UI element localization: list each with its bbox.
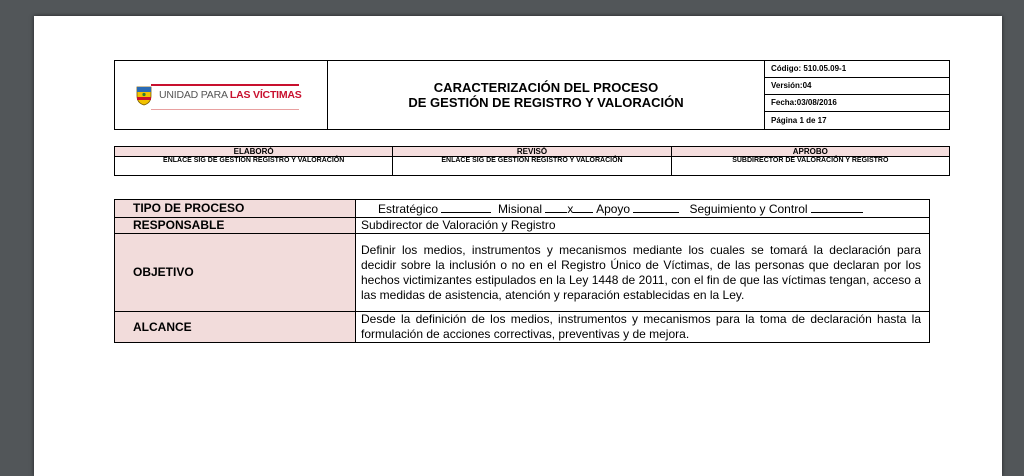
estrategico-blank bbox=[441, 201, 491, 213]
elaboro-value: ENLACE SIG DE GESTION REGISTRO Y VALORACIÓN bbox=[115, 157, 393, 176]
logo-divider-bottom bbox=[151, 109, 299, 110]
objetivo-label: OBJETIVO bbox=[115, 234, 356, 312]
logo-text: UNIDAD PARA LAS VÍCTIMAS bbox=[159, 89, 302, 101]
aprobo-value: SUBDIRECTOR DE VALORACIÓN Y REGISTRO bbox=[671, 157, 949, 176]
title-line-2: DE GESTIÓN DE REGISTRO Y VALORACIÓN bbox=[408, 95, 684, 110]
logo-cell bbox=[115, 61, 328, 130]
table-row bbox=[115, 218, 930, 234]
title-line-1: CARACTERIZACIÓN DEL PROCESO bbox=[433, 80, 659, 95]
meta-codigo: Código: 510.05.09-1 bbox=[765, 61, 949, 78]
misional-blank-b bbox=[573, 201, 593, 213]
tipo-seguimiento: Seguimiento y Control bbox=[689, 201, 808, 216]
reviso-value: ENLACE SIG DE GESTION REGISTRO Y VALORACIÓN bbox=[393, 157, 671, 176]
tipo-estrategico: Estratégico bbox=[378, 201, 439, 216]
objetivo-value: Definir los medios, instrumentos y mecanismos mediante los cuales se tomará la declaración para decidir sobre la inclusión o no en el Registro Único de Víctimas, de las personas que declaran por los hechos victimizantes estipulados en la Ley 1448 de 2011, con el fin de que las víctimas tengan, acceso a las medidas de asistencia, atención y reparación establecidas en la Ley. bbox=[356, 234, 930, 312]
alcance-label: ALCANCE bbox=[115, 312, 356, 343]
tipo-misional: Misional bbox=[498, 201, 543, 216]
elaboro-label: ELABORÓ bbox=[115, 147, 393, 157]
document-title bbox=[328, 61, 765, 130]
process-table bbox=[114, 199, 930, 343]
document-header bbox=[114, 60, 950, 130]
document-meta bbox=[765, 61, 950, 130]
misional-blank-a bbox=[545, 201, 567, 213]
tipo-value bbox=[356, 200, 930, 218]
aprobo-label: APROBO bbox=[671, 147, 949, 157]
table-row bbox=[115, 312, 930, 343]
reviso-label: REVISÓ bbox=[393, 147, 671, 157]
responsable-value: Subdirector de Valoración y Registro bbox=[356, 218, 930, 234]
apoyo-blank bbox=[633, 201, 679, 213]
responsable-label: RESPONSABLE bbox=[115, 218, 356, 234]
tipo-apoyo: Apoyo bbox=[596, 201, 631, 216]
table-row bbox=[115, 234, 930, 312]
tipo-misional-mark: x bbox=[567, 201, 574, 216]
colombia-crest-icon bbox=[135, 84, 153, 106]
seguimiento-blank bbox=[811, 201, 863, 213]
logo-divider-top bbox=[151, 84, 299, 86]
signature-table bbox=[114, 146, 950, 176]
table-row bbox=[115, 200, 930, 218]
alcance-value: Desde la definición de los medios, instrumentos y mecanismos para la toma de declaración hasta la formulación de acciones correctivas, preventivas y de mejora. bbox=[356, 312, 930, 343]
meta-pagina: Página 1 de 17 bbox=[771, 116, 827, 125]
tipo-label: TIPO DE PROCESO bbox=[115, 200, 356, 218]
meta-version: Versión:04 bbox=[765, 78, 949, 95]
meta-fecha: Fecha:03/08/2016 bbox=[765, 95, 949, 112]
document-page bbox=[34, 16, 1002, 476]
